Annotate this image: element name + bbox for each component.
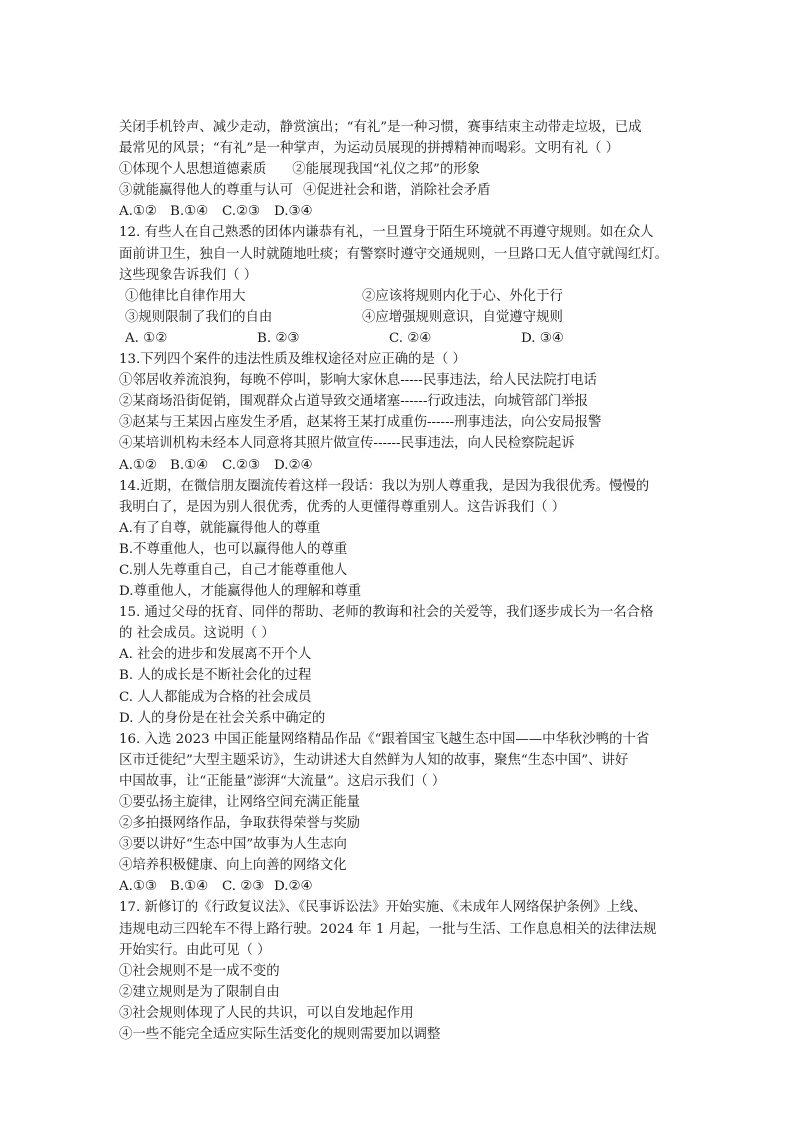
q16-choice-c: C. ②③ [222, 879, 265, 895]
q13-stem: 13.下列四个案件的违法性质及维权途径对应正确的是（ ） [119, 352, 466, 368]
q14-choice-c: C.别人先尊重自己，自己才能尊重他人 [119, 562, 348, 578]
q12-choices [119, 328, 689, 349]
q17-stem-line-1: 17. 新修订的《行政复议法》、《民事诉讼法》开始实施、《未成年人网络保护条例》上线、 [119, 900, 647, 916]
q17-stem-line-2: 违规电动三四轮车不得上路行驶。2024 年 1 月起，一批与生活、工作息息相关的法律法规 [119, 921, 657, 937]
q15-stem-line-2: 的 社会成员。这说明（ ） [119, 626, 275, 642]
q14-choice-a: A.有了自尊，就能赢得他人的尊重 [119, 520, 321, 536]
q15-choice-a: A. 社会的进步和发展离不开个人 [119, 647, 312, 663]
q13-choice-a: A.①② [119, 457, 157, 473]
q12-option-4: ④应增强规则意识，自觉遵守规则 [362, 309, 563, 325]
q12-option-row-1 [119, 286, 689, 307]
q13-case-2: ②某商场沿街促销，围观群众占道导致交通堵塞------行政违法，向城管部门举报 [119, 394, 589, 410]
q17-option-3: ③社会规则体现了人民的共识，可以自发地起作用 [119, 1005, 414, 1021]
q13-case-1: ①邻居收养流浪狗，每晚不停叫，影响大家休息-----民事违法，给人民法院打电话 [119, 373, 597, 389]
q11-choice-c: C.②③ [222, 204, 261, 220]
q14-stem-line-2: 我明白了，是因为别人很优秀，优秀的人更懂得尊重别人。这告诉我们（ ） [119, 499, 566, 515]
q17-stem-line-3: 开始实行。由此可见（ ） [119, 942, 271, 958]
q12-stem-line-2: 面前讲卫生，独自一人时就随地吐痰；有警察时遵守交通规则，一旦路口无人值守就闯红灯。 [119, 246, 669, 262]
q11-option-row-1 [119, 159, 689, 180]
q12-choice-d: D. ③④ [521, 330, 564, 346]
q16-stem-line-3: 中国故事，让“正能量”澎湃“大流量”。这启示我们（ ） [119, 773, 446, 789]
q13-case-3: ③赵某与王某因占座发生矛盾，赵某将王某打成重伤------刑事违法，向公安局报警 [119, 415, 602, 431]
q16-option-2: ②多拍摄网络作品，争取获得荣誉与奖励 [119, 816, 361, 832]
q15-stem-line-1: 15. 通过父母的抚育、同伴的帮助、老师的教诲和社会的关爱等，我们逐步成长为一名合格 [119, 605, 654, 621]
q13-choice-d: D.②④ [274, 457, 313, 473]
q15-choice-b: B. 人的成长是不断社会化的过程 [119, 668, 312, 684]
q17-option-2: ②建立规则是为了限制自由 [119, 984, 280, 1000]
q16-stem-line-2: 区市迁徙纪”大型主题采访》，生动讲述大自然鲜为人知的故事，聚焦“生态中国”、讲好 [119, 752, 629, 768]
q16-option-1: ①要弘扬主旋律，让网络空间充满正能量 [119, 795, 361, 810]
q17-option-1: ①社会规则不是一成不变的 [119, 963, 280, 979]
q16-choice-a: A.①③ [119, 879, 157, 895]
q16-option-3: ③要以讲好“生态中国”故事为人生志向 [119, 837, 347, 853]
q11-option-3: ③就能赢得他人的尊重与认可 [119, 183, 294, 199]
q12-choice-b: B. ②③ [257, 330, 300, 346]
q11-stem-line-2: 最常见的风景；“有礼”是一种掌声，为运动员展现的拼搏精神而喝彩。文明有礼（ ） [119, 141, 620, 157]
q12-stem-line-3: 这些现象告诉我们（ ） [119, 267, 258, 283]
q16-choice-b: B.①④ [170, 879, 209, 895]
q14-stem-line-1: 14.近期，在微信朋友圈流传着这样一段话：我以为别人尊重我，是因为我很优秀。慢慢的 [119, 478, 650, 494]
q11-choices [119, 201, 689, 222]
q11-option-4: ④促进社会和谐，消除社会矛盾 [303, 183, 491, 199]
q11-choice-a: A.①② [119, 204, 157, 220]
exam-page [119, 117, 689, 1045]
q14-choice-d: D.尊重他人，才能赢得他人的理解和尊重 [119, 584, 362, 600]
q11-choice-b: B.①④ [170, 204, 209, 220]
q14-choice-b: B.不尊重他人，也可以赢得他人的尊重 [119, 541, 348, 557]
q11-option-2: ②能展现我国“礼仪之邦”的形象 [292, 162, 481, 178]
q12-choice-c: C. ②④ [389, 330, 432, 346]
q16-choices [119, 876, 689, 897]
q16-option-4: ④培养积极健康、向上向善的网络文化 [119, 858, 347, 874]
q11-choice-d: D.③④ [274, 204, 313, 220]
q15-choice-c: C. 人人都能成为合格的社会成员 [119, 689, 312, 705]
q12-option-row-2 [119, 307, 689, 328]
q15-choice-d: D. 人的身份是在社会关系中确定的 [119, 710, 326, 726]
q13-case-4: ④某培训机构未经本人同意将其照片做宣传------民事违法，向人民检察院起诉 [119, 436, 575, 452]
q13-choices [119, 455, 689, 476]
q16-stem-line-1: 16. 入选 2023 中国正能量网络精品作品《“跟着国宝飞越生态中国——中华秋沙鸭的十省 [119, 731, 650, 747]
q12-stem-line-1: 12. 有些人在自己熟悉的团体内谦恭有礼，一旦置身于陌生环境就不再遵守规则。如在众人 [119, 225, 654, 241]
q13-choice-b: B.①④ [170, 457, 209, 473]
q12-option-2: ②应该将规则内化于心、外化于行 [362, 288, 563, 304]
q12-choice-a: A. ①② [125, 330, 168, 346]
q12-option-1: ①他律比自律作用大 [125, 288, 246, 304]
q12-option-3: ③规则限制了我们的自由 [125, 309, 273, 325]
q13-choice-c: C.②③ [222, 457, 261, 473]
q11-option-1: ①体现个人思想道德素质 [119, 162, 267, 178]
q17-option-4: ④一些不能完全适应实际生活变化的规则需要加以调整 [119, 1027, 441, 1043]
q11-option-row-2 [119, 180, 689, 201]
q11-stem-line-1: 关闭手机铃声、减少走动，静赏演出；“有礼”是一种习惯，赛事结束主动带走垃圾，已成 [119, 120, 642, 135]
q16-choice-d: D.②④ [274, 879, 313, 895]
